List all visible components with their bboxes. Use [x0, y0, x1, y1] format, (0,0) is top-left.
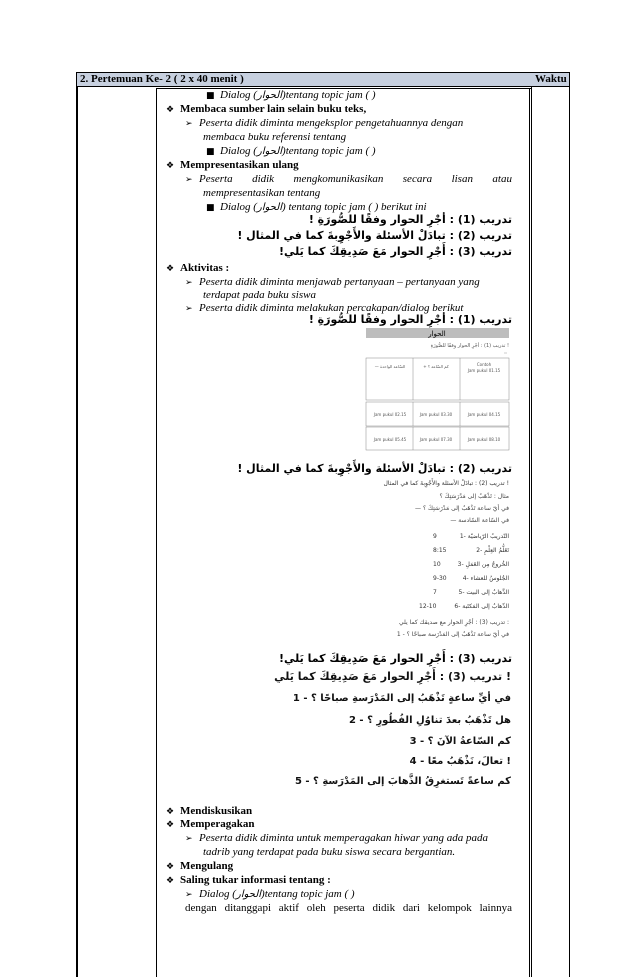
memperagakan-heading: ❖ Memperagakan: [166, 818, 255, 830]
meeting-title: 2. Pertemuan Ke- 2 ( 2 x 40 menit ): [80, 73, 244, 85]
qa-answer-5: 7: [433, 589, 437, 596]
membaca-heading: ❖ Membaca sumber lain selain buku teks,: [166, 103, 367, 115]
mendiskusikan-heading: ❖ Mendiskusikan: [166, 805, 253, 817]
memperagakan-desc-cont: tadrib yang terdapat pada buku siswa secara bergantian.: [203, 846, 456, 858]
svg-text:— السّاعة الواحدة: — السّاعة الواحدة: [374, 364, 406, 369]
diamond-bullet-icon: ❖: [166, 820, 175, 830]
arrow-bullet-icon: ➢: [185, 304, 193, 314]
image-title: الحوار: [428, 330, 446, 338]
svg-text:5- الذَّهابُ إلى البيت: 5- الذَّهابُ إلى البيت: [458, 589, 509, 596]
tadrib-3-heading: تدريب (3) : أَجْرِ الحوار مَعَ صَدِيقِكَ كما يَلي!: [279, 652, 512, 665]
clock-cell-6: Jam pukul 07.30: [419, 437, 453, 442]
clock-cell-2: Jam pukul 02.15: [373, 412, 407, 417]
membaca-desc-cont: membaca buku referensi tentang: [203, 131, 347, 143]
mengulang-heading: ❖ Mengulang: [166, 860, 234, 872]
aktivitas-item-1-cont: terdapat pada buku siswa: [203, 289, 316, 301]
diamond-bullet-icon: ❖: [166, 105, 175, 115]
dialogue-questions-image: [274, 667, 512, 789]
clock-cell-5: Jam pukul 05.45: [373, 437, 407, 442]
svg-text:تدريب (3) : أجْرِ الحوار مع صد: تدريب (3) : أجْرِ الحوار مع صديقك كما يلي :: [399, 619, 509, 626]
square-bullet-icon: ■: [206, 147, 215, 157]
arrow-bullet-icon: ➢: [185, 175, 193, 185]
arrow-bullet-icon: ➢: [185, 278, 193, 288]
qa-answer-2: 8:15: [433, 547, 447, 554]
question-answer-image: [353, 478, 511, 640]
table-header: [77, 73, 569, 87]
tadrib-1-instruction: تدريب (1) : أجْرِ الحوار وفقًا للصُّورَةِ !: [308, 213, 512, 226]
svg-text:Jam pukul 08.10: Jam pukul 08.10: [467, 437, 501, 442]
svg-text:1- التّدريبُ الرّياضيّة: 1- التّدريبُ الرّياضيّة: [459, 533, 509, 540]
dialogue-question-2: 2 - هل تَذْهَبُ بعدَ تناوُلِ الفُطُورِ ؟: [348, 715, 511, 726]
presentasi-desc-cont: mempresentasikan tentang: [203, 187, 321, 199]
diamond-bullet-icon: ❖: [166, 876, 175, 886]
aktivitas-heading: ❖ Aktivitas :: [166, 262, 230, 274]
diamond-bullet-icon: ❖: [166, 807, 175, 817]
saling-tukar-heading: ❖ Saling tukar informasi tentang :: [166, 874, 331, 886]
diamond-bullet-icon: ❖: [166, 161, 175, 171]
qa-answer-1: 9: [433, 533, 437, 540]
membaca-desc: ➢ Peserta didik diminta mengeksplor pengetahuannya dengan: [185, 117, 464, 129]
svg-text:2- تَعَلُّمُ العِلْمِ: 2- تَعَلُّمُ العِلْمِ: [476, 547, 509, 554]
dialogue-title: تدريب (3) : أَجْرِ الحوار مَعَ صَدِيقِكَ كما يَلي !: [274, 670, 511, 683]
clock-cell-3: Jam pukul 03.30: [419, 412, 453, 417]
qa-answer-4: 9-30: [433, 575, 447, 582]
svg-text:Contoh: Contoh: [476, 362, 492, 367]
svg-text:4- الجُلوسُ للعشاء: 4- الجُلوسُ للعشاء: [462, 575, 509, 582]
memperagakan-desc: ➢ Peserta didik diminta untuk memperagakan hiwar yang ada pada: [185, 832, 489, 844]
saling-tukar-dialog: ➢ Dialog (الحوار)tentang topic jam ( ): [185, 888, 355, 900]
svg-text:— في أيّ ساعة تَذْهَبُ إلى مَد: — في أيّ ساعة تَذْهَبُ إلى مَدْرَسَتِكَ ؟: [415, 505, 509, 512]
clock-cell-1: Jam pukul 01.15: [467, 368, 501, 373]
qa-answer-3: 10: [433, 561, 441, 568]
diamond-bullet-icon: ❖: [166, 862, 175, 872]
dialogue-question-1: 1 - في أيِّ ساعةٍ تَذْهَبُ إلى المَدْرَسةِ صباحًا ؟: [292, 693, 511, 704]
arrow-bullet-icon: ➢: [185, 119, 193, 129]
svg-text:— في السّاعة السّادسة: — في السّاعة السّادسة: [450, 517, 509, 524]
svg-text:6- الذّهابُ إلى المَكتَبة: 6- الذّهابُ إلى المَكتَبة: [454, 603, 509, 610]
aktivitas-item-2: ➢ Peserta didik diminta melakukan percakapan/dialog berikut: [185, 302, 464, 314]
image2-instruction: تدريب (2) : تبادَلْ الأسئلة والأَجْوِبةَ كما في المثال !: [383, 480, 509, 487]
svg-text:مثال : تَذْهَبُ إلى مَدْرَسَتِ: مثال : تَذْهَبُ إلى مَدْرَسَتِكَ ؟: [439, 493, 509, 500]
waktu-label: Waktu: [535, 73, 567, 85]
tadrib-3-instruction: تدريب (3) : أَجْرِ الحوار مَعَ صَدِيقِكَ كما يَلي!: [279, 245, 512, 258]
svg-text:1 - في أيّ ساعة تَذْهَبُ إلى ا: 1 - في أيّ ساعة تَذْهَبُ إلى المَدْرَسة صباحًا ؟: [396, 631, 509, 638]
diamond-bullet-icon: ❖: [166, 264, 175, 274]
svg-text:+ كم السّاعة ؟: + كم السّاعة ؟: [423, 364, 449, 369]
saling-tukar-desc: dengan ditanggapi aktif oleh peserta didik dari kelompok lainnya: [185, 902, 512, 914]
dialog-line-1: ■ Dialog (الحوار)tentang topic jam ( ): [206, 89, 376, 101]
dialogue-question-5: 5 - كم ساعةً تَستغرِقُ الذَّهابَ إلى المَدْرَسةِ ؟: [294, 776, 511, 787]
clock-exercise-image: [364, 328, 511, 450]
dialog-line-3: ■ Dialog (الحوار) tentang topic jam ( ) berikut ini: [206, 201, 427, 213]
dialogue-question-3: 3 - كم السّاعةُ الآنَ ؟: [409, 736, 511, 747]
aktivitas-item-1: ➢ Peserta didik diminta menjawab pertanyaan – pertanyaan yang: [185, 276, 480, 288]
dialog-line-2: ■ Dialog (الحوار)tentang topic jam ( ): [206, 145, 376, 157]
arrow-bullet-icon: ➢: [185, 834, 193, 844]
column-divider: [531, 86, 532, 977]
square-bullet-icon: ■: [206, 203, 215, 213]
tadrib-1-heading: تدريب (1) : أجْرِ الحوار وفقًا للصُّورَةِ !: [308, 313, 512, 326]
qa-answer-6: 12-10: [419, 603, 437, 610]
inner-right-border: [529, 88, 530, 977]
presentasi-desc: ➢ Peserta didik mengkomunikasikan secara lisan atau: [185, 173, 512, 185]
svg-text:3- الخُروجُ مِن العَمَلِ: 3- الخُروجُ مِن العَمَلِ: [457, 561, 509, 568]
mempresentasikan-heading: ❖ Mempresentasikan ulang: [166, 159, 299, 171]
clock-cell-4: Jam pukul 04.15: [467, 412, 501, 417]
tadrib-2-instruction: تدريب (2) : تبادَلْ الأسئلة والأَجْوِبةَ كما في المثال !: [237, 229, 512, 242]
square-bullet-icon: ■: [206, 91, 215, 101]
dialogue-question-4: 4 - تعالَ، نَذْهَبُ معًا !: [409, 756, 511, 767]
arrow-bullet-icon: ➢: [185, 890, 193, 900]
tadrib-2-heading: تدريب (2) : تبادَلْ الأسئلة والأَجْوِبةَ كما في المثال !: [237, 462, 512, 475]
image-instruction: تدريب (1) : أجْرِ الحوار وفقًا للصُّورَةِ !: [430, 343, 509, 349]
